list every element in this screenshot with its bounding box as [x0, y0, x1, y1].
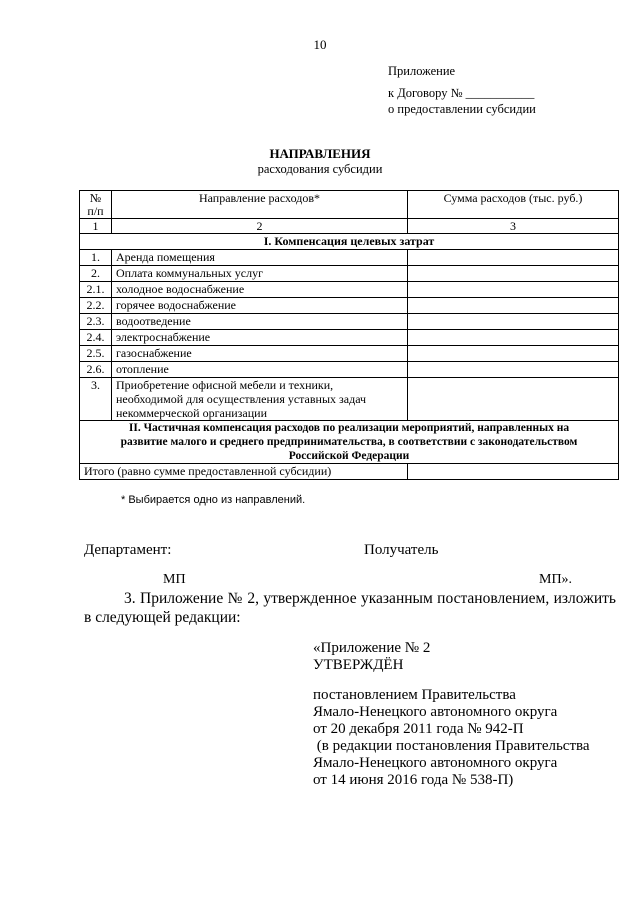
row-text: Аренда помещения — [112, 250, 408, 266]
header-sum: Сумма расходов (тыс. руб.) — [408, 191, 619, 219]
table-row — [80, 298, 619, 314]
row-number: 2.2. — [80, 298, 112, 314]
row-text: газоснабжение — [112, 346, 408, 362]
row-sum — [408, 266, 619, 282]
approval-line-7: Ямало-Ненецкого автономного округа — [313, 755, 558, 771]
approval-appendix: «Приложение № 2 — [313, 640, 431, 656]
row-sum — [408, 314, 619, 330]
row-sum — [408, 298, 619, 314]
row-sum — [408, 250, 619, 266]
stamp-place-right: МП». — [539, 572, 573, 587]
approval-line-4: Ямало-Ненецкого автономного округа — [313, 704, 558, 720]
document-subtitle: расходования субсидии — [257, 162, 383, 176]
row-number: 2. — [80, 266, 112, 282]
table-header-row — [80, 191, 619, 219]
row-number: 3. — [80, 378, 112, 421]
col-number-2: 2 — [112, 219, 408, 234]
row-text: Приобретение офисной мебели и техники, необходимой для осуществления уставных задач некоммерческой организации — [112, 378, 408, 421]
column-numbers-row — [80, 219, 619, 234]
table-row — [80, 250, 619, 266]
amendment-paragraph: 3. Приложение № 2, утвержденное указанным постановлением, изложить в следующей редакции: — [84, 590, 616, 626]
appendix-subject: о предоставлении субсидии — [388, 102, 536, 116]
row-sum — [408, 330, 619, 346]
stamp-place-left: МП — [163, 572, 186, 587]
table-row — [80, 330, 619, 346]
row-number: 1. — [80, 250, 112, 266]
table-row — [80, 362, 619, 378]
col-number-3: 3 — [408, 219, 619, 234]
row-number: 2.1. — [80, 282, 112, 298]
row-sum — [408, 378, 619, 421]
row-text: горячее водоснабжение — [112, 298, 408, 314]
approval-approved: УТВЕРЖДЁН — [313, 657, 404, 673]
header-number: № п/п — [80, 191, 112, 219]
total-label: Итого (равно сумме предоставленной субсидии) — [80, 464, 408, 480]
row-text: отопление — [112, 362, 408, 378]
table-row — [80, 346, 619, 362]
row-number: 2.3. — [80, 314, 112, 330]
expense-directions-table — [79, 190, 619, 480]
row-sum — [408, 362, 619, 378]
appendix-title: Приложение — [388, 64, 456, 78]
section-2-title: II. Частичная компенсация расходов по реализации мероприятий, направленных на развитие малого и среднего предпринимательства, в соответствии с законодательством Российской Федерации — [80, 421, 619, 464]
row-number: 2.6. — [80, 362, 112, 378]
approval-line-8: от 14 июня 2016 года № 538-П) — [313, 772, 514, 788]
table-row — [80, 282, 619, 298]
page-number: 10 — [313, 37, 327, 52]
row-sum — [408, 346, 619, 362]
total-row — [80, 464, 619, 480]
appendix-contract: к Договору № ___________ — [388, 86, 535, 100]
row-text: электроснабжение — [112, 330, 408, 346]
signature-department: Департамент: — [84, 542, 172, 558]
row-number: 2.4. — [80, 330, 112, 346]
footnote: * Выбирается одно из направлений. — [121, 494, 306, 506]
total-sum — [408, 464, 619, 480]
signature-receiver: Получатель — [364, 542, 439, 558]
table-row — [80, 266, 619, 282]
approval-line-6: (в редакции постановления Правительства — [313, 738, 590, 754]
document-title: НАПРАВЛЕНИЯ — [269, 146, 371, 161]
section-2-row — [80, 421, 619, 464]
section-1-row — [80, 234, 619, 250]
row-number: 2.5. — [80, 346, 112, 362]
header-direction: Направление расходов* — [112, 191, 408, 219]
row-text: холодное водоснабжение — [112, 282, 408, 298]
approval-line-5: от 20 декабря 2011 года № 942-П — [313, 721, 524, 737]
col-number-1: 1 — [80, 219, 112, 234]
row-text: Оплата коммунальных услуг — [112, 266, 408, 282]
section-1-title: I. Компенсация целевых затрат — [80, 234, 619, 250]
table-row — [80, 314, 619, 330]
approval-line-3: постановлением Правительства — [313, 687, 516, 703]
row-sum — [408, 282, 619, 298]
row-text: водоотведение — [112, 314, 408, 330]
table-row — [80, 378, 619, 421]
